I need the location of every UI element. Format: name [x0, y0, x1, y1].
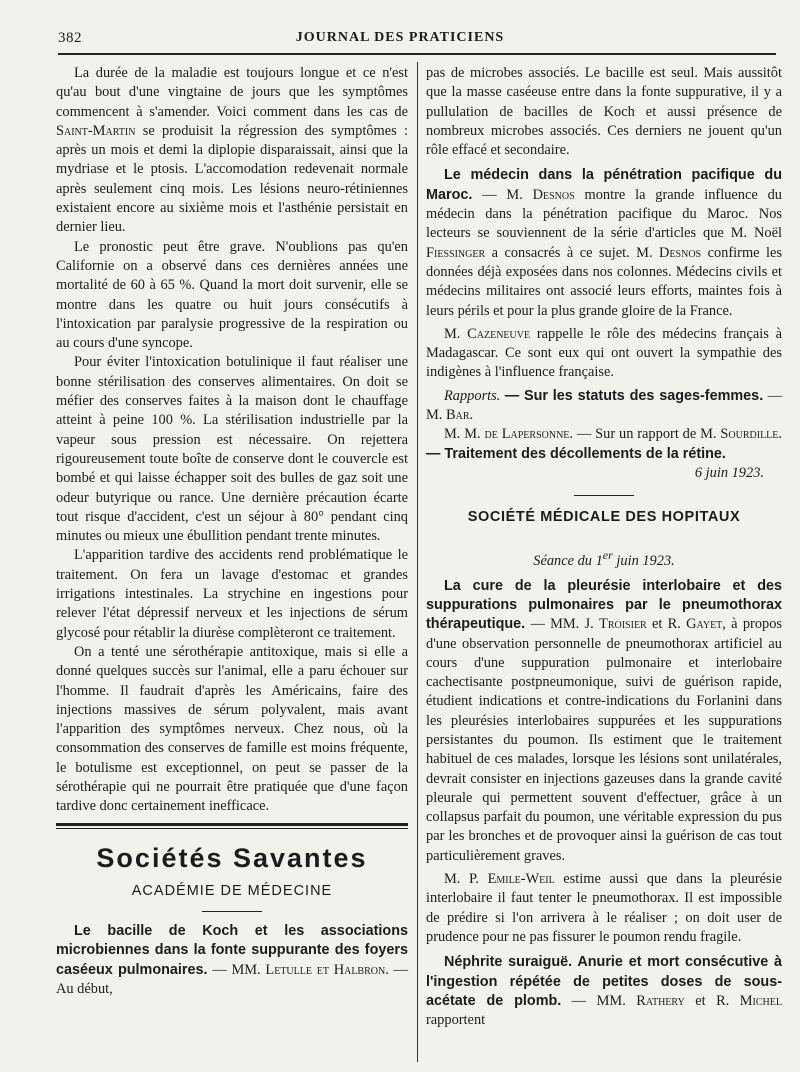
thin-rule — [56, 828, 408, 829]
paragraph-cazeneuve: M. Cazeneuve rappelle le rôle des médecins français à Madagascar. Ce sont eux qui ont ouvert la sympathie des indigènes à l'influence française. — [426, 325, 782, 381]
right-column — [426, 64, 782, 1030]
paragraph-prevention: Pour éviter l'intoxication botulinique il faut réaliser une bonne stérilisation des conserves alimentaires. On doit se méfier des conserves faites à la maison dont le chauffage atteint à peine 100 %. La stérilisation industrielle par la vapeur sous pression est nécessaire. On rejettera rigoureusement toute boîte de conserve dont le couvercle est bombé et qui laisse échapper soit des bulles de gaz soit une odeur butyrique ou rance. Une dernière précaution écarte tout risque d'accident, c'est un séjour à 80° pendant cinq minutes ou mieux une ébullition pendant trente minutes. — [56, 354, 408, 545]
paragraph-microbes: pas de microbes associés. Le bacille est seul. Mais aussitôt que la masse caséeuse entre dans la fonte suppurative, il y a pullulation de bacilles de Koch et aussi présence de nombreux microbes associés. Ces derniers ne jouent qu'un rôle effacé et secondaire. — [426, 65, 782, 159]
paragraph-serotherapie: On a tenté une sérothérapie antitoxique, mais si elle a donné quelques succès sur l'animal, elle a paru échouer sur l'homme. Il faudrait d'après les Américains, faire des injections massives de sérum polyvalent, mais avant l'apparition des symptômes nerveux. Chez nous, où la consommation des conserves de famille est moins fréquente, le botulisme est exceptionnel, on peut se passer de la sérothérapie qui ne pourrait être pratiquée que d'une façon tardive donc certainement inefficace. — [56, 643, 408, 815]
left-column — [56, 64, 408, 999]
short-rule-right — [574, 495, 634, 496]
date-academie: 6 juin 1923. — [694, 464, 764, 481]
page-number: 382 — [58, 30, 82, 46]
societe-heading: SOCIÉTÉ MÉDICALE DES HOPITAUX — [467, 509, 741, 526]
paragraph-traitement: L'apparition tardive des accidents rend problématique le traitement. On fera un lavage d'estomac et grandes irrigations intestinales. La strychine en ingestions pour relever l'état dépressif nerveux et les injections de sérum glycosé pour rétablir la diurèse complèteront ce traitement. — [56, 547, 408, 641]
paragraph-pronostic: Le pronostic peut être grave. N'oublions pas qu'en Californie on a observé dans ces dernières années une mortalité de 60 à 65 %. Quand la mort doit survenir, elle se montre dans les quatre ou huit jours consécutifs à l'intoxication par paralysie progressive de la respiration ou au cours d'une syncope. — [56, 238, 408, 352]
running-head: JOURNAL DES PRATICIENS — [295, 30, 505, 45]
paragraph-nephrite: Néphrite suraiguë. Anurie et mort consécutive à l'ingestion répétée de petites doses de sous-acétate de plomb. — MM. Rathery et R. Michel rapportent — [426, 954, 782, 1029]
paragraph-lapersonne: M. M. de Lapersonne. — Sur un rapport de M. Sourdille. — Traitement des décollements de la rétine. — [426, 426, 782, 462]
paragraph-maroc: Le médecin dans la pénétration pacifique du Maroc. — M. Desnos montre la grande influence du médecin dans la pénétration pacifique du Maroc. Nos lecteurs se souviennent de la série d'articles que M. Noël Fiessinger a consacrés à ce sujet. M. Desnos confirme les données déjà exposées dans nos colonnes. Médecins civils et médecins militaires ont associé leurs efforts, maintes fois à leurs périls et pour la plus grande gloire de la France. — [426, 167, 782, 319]
paragraph-duree: La durée de la maladie est toujours longue et ce n'est qu'au bout d'une vingtaine de jours que les symptômes commencent à s'amender. Voici comment dans les cas de Saint-Martin se produisit la régression des symptômes : après un mois et demi la diplopie disparaissait, ainsi que la mydriase et le ptosis. L'accomodation redevenait normale après seulement cinq mois. Les lésions neuro-rétiniennes existaient encore au sixième mois et l'asthénie persistait en dernier lieu. — [56, 65, 408, 236]
paragraph-rapports: Rapports. — Sur les statuts des sages-femmes. — M. Bar. — [426, 387, 782, 424]
academie-heading: ACADÉMIE DE MÉDECINE — [131, 882, 333, 899]
seance-date: Séance du 1er juin 1923. — [533, 547, 675, 569]
section-title: Sociétés Savantes — [96, 842, 368, 873]
header-rule — [58, 53, 776, 55]
short-rule — [202, 911, 262, 912]
paragraph-koch: Le bacille de Koch et les associations microbiennes dans la fonte suppurante des foyers caséeux pulmonaires. — MM. Letulle et Halbron. — Au début, — [56, 923, 408, 998]
double-rule — [56, 823, 408, 826]
paragraph-pleuresie: La cure de la pleurésie interlobaire et des suppurations pulmonaires par le pneumothorax thérapeutique. — MM. J. Troisier et R. Gayet, à propos d'une observation personnelle de pneumothorax artificiel au cours d'une suppuration pulmonaire et interlobaire cachectisante postpneumonique, suivi de guérison rapide, étudient indications et contre-indications du Forlanini dans les pleurésies interlobaires suppurées et les suppurations persistantes du poumon. Ils estiment que le traitement habituel de ces malades, lorsque les lésions sont unilatérales, devrait consister en injections gazeuses dans la grande cavité pleurale qui permettent souvent d'effectuer, grâce à un collapsus parfait du poumon, une véritable expression du pus par les bronches et de provoquer ainsi la guérison de cas tout particulièrement graves. — [426, 577, 783, 864]
paragraph-weil: M. P. Emile-Weil estime aussi que dans la pleurésie interlobaire il faut tenter le pneumothorax. Il est impossible de prédire si l'on arrivera à le réaliser ; on doit user de prudence pour ne pas fissurer le poumon rendu fragile. — [426, 871, 782, 945]
column-divider — [417, 62, 418, 1062]
